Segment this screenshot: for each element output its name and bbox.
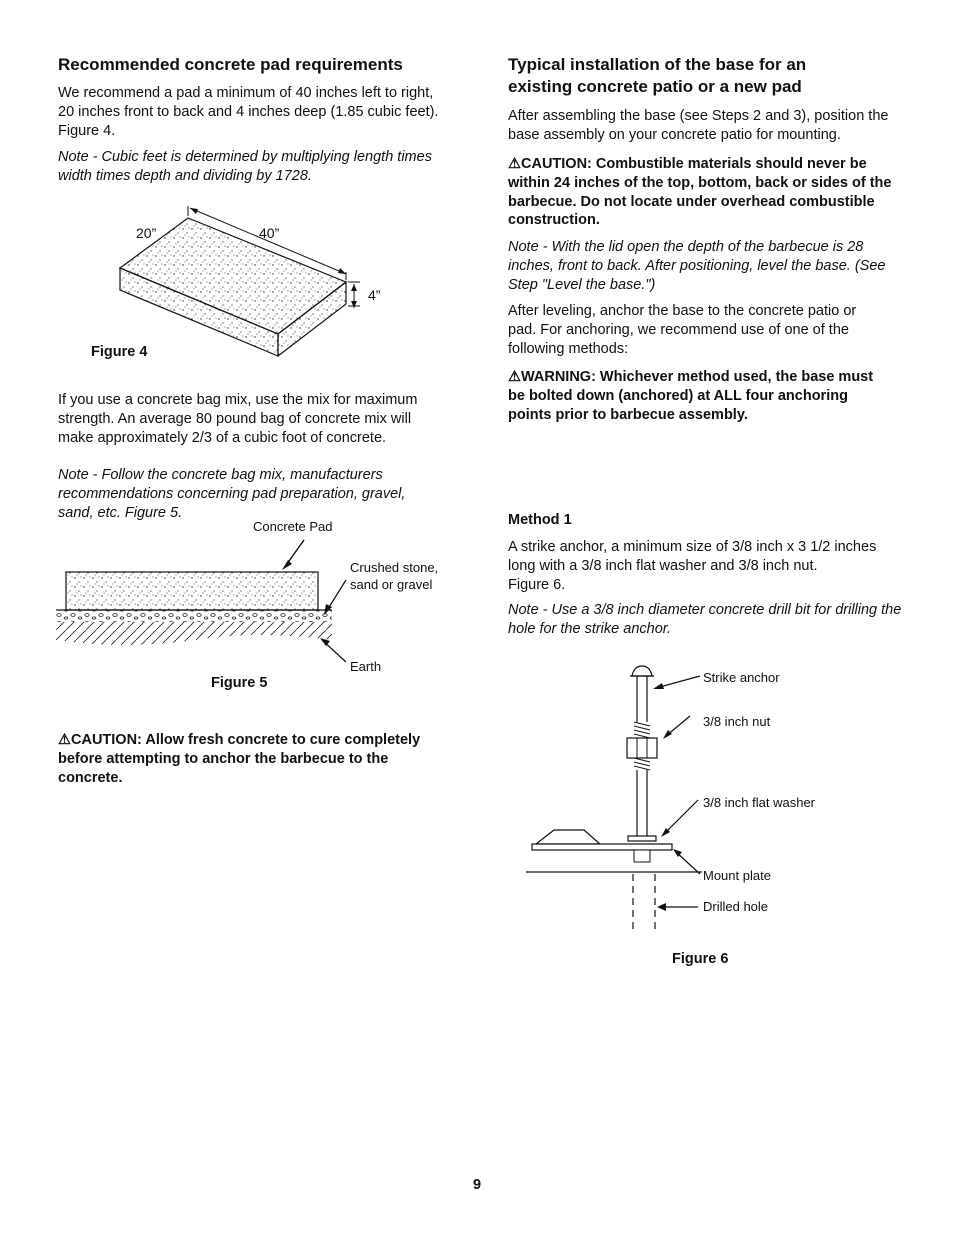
figure-4-label: Figure 4 xyxy=(91,344,148,360)
caution-combustible: ⚠CAUTION: Combustible materials should never be within 24 inches of the top, bottom, back or sides of the barbecue. Do not locate under overhead combustible construction. xyxy=(508,156,892,229)
paragraph-pad-size: We recommend a pad a minimum of 40 inches left to right, 20 inches front to back and 4 inches deep (1.85 cubic feet). Figure 4. xyxy=(58,85,439,139)
heading-typical-installation: Typical installation of the base for an existing concrete patio or a new pad xyxy=(508,55,807,96)
figure-6-strike-anchor-drawing xyxy=(526,664,706,939)
note-lid-depth: Note - With the lid open the depth of the barbecue is 28 inches, front to back. After positioning, level the base. (See Step "Level the base.") xyxy=(508,239,886,293)
warning-bolted-down: ⚠WARNING: Whichever method used, the base must be bolted down (anchored) at ALL four anchoring points prior to barbecue assembly. xyxy=(508,369,874,423)
note-drill-bit: Note - Use a 3/8 inch diameter concrete drill bit for drilling the hole for the strike anchor. xyxy=(508,602,902,637)
note-cubic-feet: Note - Cubic feet is determined by multiplying length times width times depth and dividing by 1728. xyxy=(58,149,432,184)
figure-5-pad-cross-section xyxy=(56,540,346,670)
paragraph-after-assembling: After assembling the base (see Steps 2 and 3), position the base assembly on your concrete patio for mounting. xyxy=(508,108,889,143)
figure-4-concrete-pad-drawing xyxy=(110,200,370,360)
figure-5-label: Figure 5 xyxy=(211,675,268,691)
figure-5-callout-pad: Concrete Pad xyxy=(253,519,333,534)
warning-triangle-icon: ⚠ xyxy=(508,369,521,385)
method-1-heading: Method 1 xyxy=(508,512,572,528)
figure-5-callout-stone: Crushed stone, sand or gravel xyxy=(350,560,439,592)
figure-6-callout-anchor: Strike anchor xyxy=(703,670,780,685)
paragraph-after-leveling: After leveling, anchor the base to the concrete patio or pad. For anchoring, we recommend use of one of the following methods: xyxy=(508,303,857,357)
figure-6-callout-nut: 3/8 inch nut xyxy=(703,714,771,729)
figure-6-label: Figure 6 xyxy=(672,951,729,967)
heading-concrete-pad: Recommended concrete pad requirements xyxy=(58,55,403,74)
warning-triangle-icon: ⚠ xyxy=(508,156,521,172)
figure-4-dim-4: 4” xyxy=(368,287,381,303)
paragraph-bag-mix: If you use a concrete bag mix, use the mix for maximum strength. An average 80 pound bag of concrete mix will make approximately 2/3 of a cubic foot of concrete. xyxy=(58,392,418,446)
figure-4-dim-20: 20” xyxy=(136,225,157,241)
method-1-figure-ref: Figure 6. xyxy=(508,576,566,593)
method-1-paragraph: A strike anchor, a minimum size of 3/8 inch x 3 1/2 inches long with a 3/8 inch flat washer and 3/8 inch nut. Figure 6. xyxy=(508,539,877,593)
caution-fresh-concrete: ⚠CAUTION: Allow fresh concrete to cure completely before attempting to anchor the barbecue to the concrete. xyxy=(58,732,421,786)
figure-6-callout-hole: Drilled hole xyxy=(703,899,769,914)
figure-4-dim-40: 40” xyxy=(259,225,280,241)
page-number: 9 xyxy=(472,1177,482,1193)
figure-6-callout-washer: 3/8 inch flat washer xyxy=(703,795,816,810)
figure-5-callout-earth: Earth xyxy=(350,659,382,674)
figure-6-callout-plate: Mount plate xyxy=(703,868,771,883)
note-bag-mix: Note - Follow the concrete bag mix, manufacturers recommendations concerning pad preparation, gravel, sand, etc. Figure 5. xyxy=(58,467,406,521)
warning-triangle-icon: ⚠ xyxy=(58,732,71,748)
